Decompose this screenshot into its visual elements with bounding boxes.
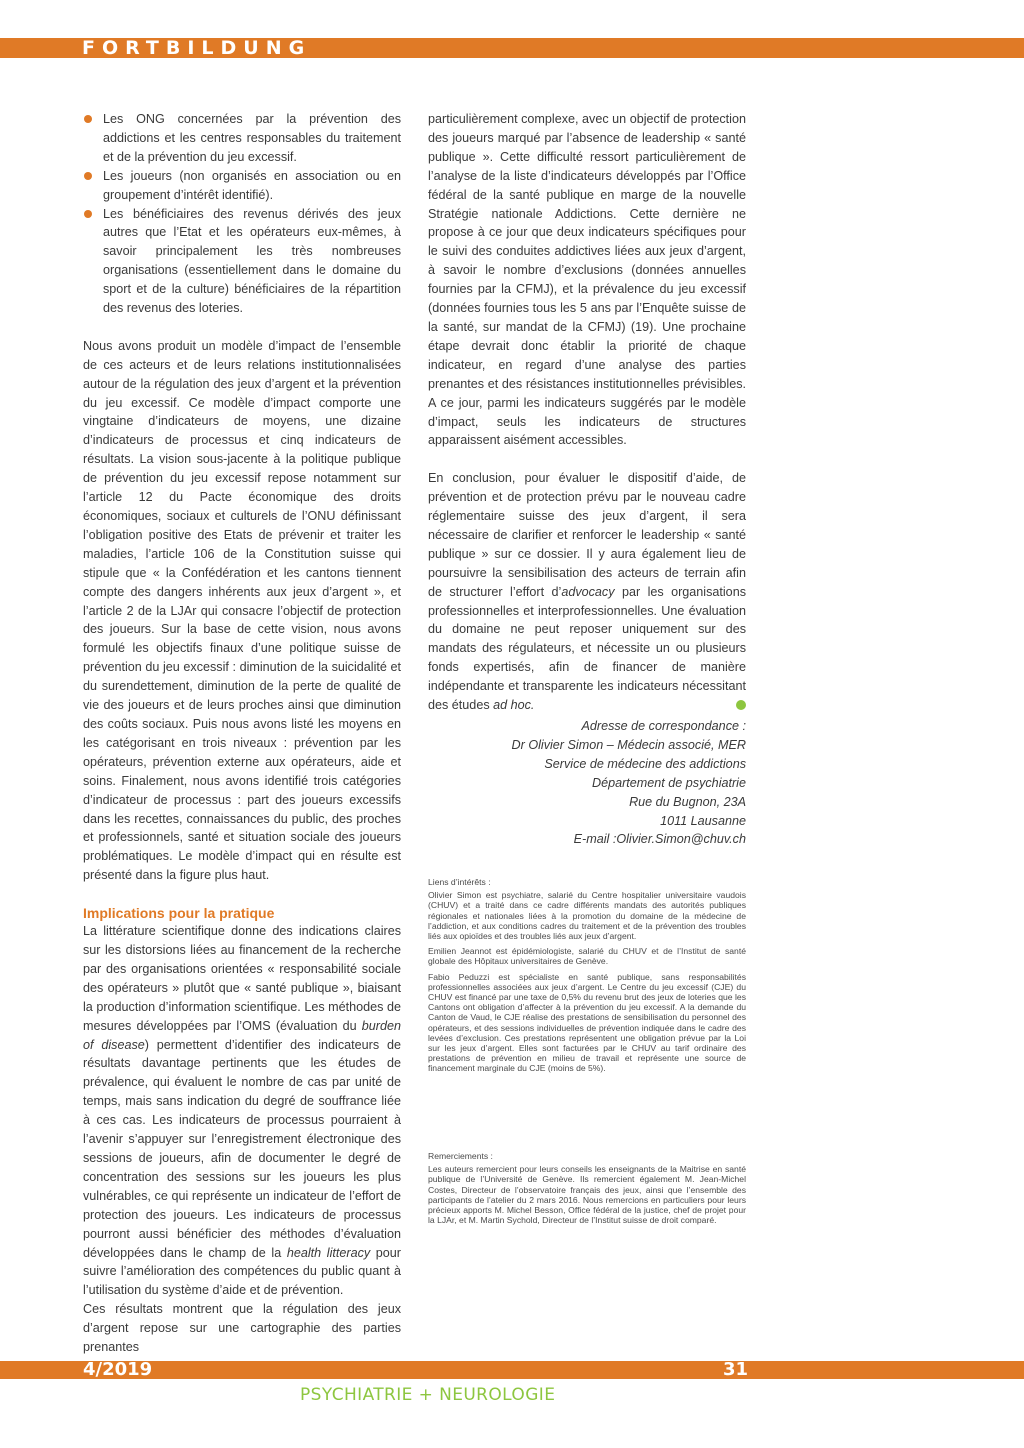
- journal-name: PSYCHIATRIE + NEUROLOGIE: [300, 1385, 556, 1405]
- conflicts-of-interest: Liens d’intérêts : Olivier Simon est psychiatre, salarié du Centre hospitalier universitaire vaudois (CHUV) et a traité dans ce cadre différents mandats des autorités publiques régionales et nationales liées à la promotion du domaine de la médecine de l’addiction, et aux conditions cadres du traitement et de la prévention des troubles liés aux opioïdes et des troubles liés aux jeux d’argent. Emilien Jeannot est épidémiologiste, salarié du CHUV et de l’Institut de santé globale des Hôpitaux universitaires de Genève. Fabio Peduzzi est spécialiste en santé publique, sans responsabilités professionnelles associées aux jeux d’argent. Le Centre du jeu excessif (CJE) du CHUV est financé par une taxe de 0,5% du revenu brut des jeux de loteries que les Cantons ont obligation d’affecter à la prévention du jeu excessif. A la demande du Canton de Vaud, le CJE réalise des prestations de sensibilisation du personnel des opérateurs, et des sessions individuelles de prévention indiquée dans le cadre des levées d’exclusion. Ces prestations représentent une obligation prévue par la Loi sur les jeux d’argent. Elles sont facturées par le CHUV au tarif ordinaire des prestations de prévention en milieu de travail et représente une source de financement marginale du CJE (moins de 5%).: [428, 877, 746, 1074]
- section-title: FORTBILDUNG: [82, 37, 312, 59]
- thanks-title: Remerciements :: [428, 1151, 493, 1161]
- bullet-icon: [84, 172, 92, 180]
- interests-title: Liens d’intérêts :: [428, 877, 491, 887]
- section-heading: Implications pour la pratique: [83, 905, 275, 922]
- right-column: [428, 110, 746, 849]
- list-item: Les ONG concernées par la prévention des addictions et les centres responsables du traitement et de la prévention du jeu excessif.: [83, 110, 401, 167]
- body-paragraph: Ces résultats montrent que la régulation des jeux d’argent repose sur une cartographie des parties prenantes: [83, 1302, 401, 1355]
- bullet-icon: [84, 115, 92, 123]
- email-link[interactable]: E-mail :Olivier.Simon@chuv.ch: [573, 832, 746, 847]
- bullet-icon: [84, 210, 92, 218]
- footer-band: [0, 1361, 1024, 1379]
- body-paragraph: Nous avons produit un modèle d’impact de l’ensemble de ces acteurs et de leurs relations institutionnalisées autour de la régulation des jeux d’argent et la prévention du jeu excessif. Ce modèle d’impact comporte une vingtaine d’indicateurs de moyens, une dizaine d’indicateurs de processus et cinq indicateurs de résultats. La vision sous-jacente à la politique publique de prévention du jeu excessif repose notamment sur l’article 12 du Pacte économique des droits économiques, sociaux et culturels de l’ONU définissant l’obligation positive des Etats de prévenir et traiter les maladies, l’article 106 de la Constitution suisse qui stipule que « la Confédération et les cantons tiennent compte des dangers inhérents aux jeux d’argent », et l’article 2 de la LJAr qui consacre l’objectif de protection des joueurs. Sur la base de cette vision, nous avons formulé les objectifs finaux d’une politique suisse de prévention du jeu excessif : diminution de la suicidalité et du surendettement, diminution de la perte de qualité de vie des joueurs et de leurs proches ainsi que diminution des coûts sociaux. Puis nous avons listé les moyens en les catégorisant en trois niveaux : prévention par les opérateurs, prévention externe aux opérateurs, aide et soins. Finalement, nous avons identifié trois catégories d’indicateur de processus : part des joueurs excessifs dans les recettes, connaissances du public, des proches et professionnels, santé et situation sociale des joueurs problématiques. Le modèle d’impact qui en résulte est présenté dans la figure plus haut.: [83, 338, 401, 883]
- end-of-article-icon: [736, 700, 746, 710]
- bullet-list: [83, 110, 401, 318]
- body-paragraph: En conclusion, pour évaluer le dispositif d’aide, de prévention et de protection prévu par le nouveau cadre réglementaire suisse des jeux d’argent, il sera nécessaire de clarifier et renforcer le leadership « santé publique » sur ce dossier. Il y aura également lieu de poursuivre la sensibilisation des acteurs de terrain afin de structurer l’effort d’advocacy par les organisations professionnelles et interprofessionnelles. Une évaluation du domaine ne peut reposer uniquement sur des mandats des régulateurs, et nécessite un ou plusieurs fonds expertisés, afin de financer de manière indépendante et transparente les indicateurs nécessitant des études ad hoc.: [428, 471, 746, 713]
- body-paragraph: La littérature scientifique donne des indications claires sur les distorsions liées au financement de la recherche par des organisations orientées « responsabilité sociale des opérateurs » plutôt que « santé publique », biaisant la production d’information scientifique. Les méthodes de mesures développées par l’OMS (évaluation du burden of disease) permettent d’identifier des indicateurs de résultats davantage pertinents que les études de prévalence, qui évaluent le nombre de cas par unité de temps, mais sans indication du degré de souffrance liée à ces cas. Les indicateurs de processus pourraient à l’avenir s’appuyer sur l’enregistrement électronique des sessions de joueurs, afin de documenter le degré de concentration des sessions sur les joueurs les plus vulnérables, ce qui représente un indicateur de l’effort de protection des joueurs. Les indicateurs de processus pourront aussi bénéficier des méthodes d’évaluation développées dans le champ de la health litteracy pour suivre l’amélioration des compétences du public quant à l’utilisation du système d’aide et de prévention.: [83, 924, 401, 1298]
- issue-number: 4/2019: [83, 1359, 153, 1380]
- body-paragraph: particulièrement complexe, avec un objectif de protection des joueurs marqué par l’absence de leadership « santé publique ». Cette difficulté ressort particulièrement de l’analyse de la liste d’indicateurs développés par l’Office fédéral de la santé publique en marge de la nouvelle Stratégie nationale Addictions. Cette dernière ne propose à ce jour que deux indicateurs spécifiques pour le suivi des conduites addictives liées aux jeux d’argent, à savoir le nombre d’exclusions (données annuelles fournies par la CFMJ), et la prévalence du jeu excessif (données fournies tous les 5 ans par l’Enquête suisse de la santé, sur mandat de la CFMJ) (19). Une prochaine étape devrait donc établir la priorité de chaque indicateur, en regard d’une analyse des parties prenantes et des résistances institutionnelles prévisibles. A ce jour, parmi les indicateurs suggérés par le modèle d’impact, seuls les indicateurs de structures apparaissent aisément accessibles.: [428, 112, 746, 448]
- list-item: Les joueurs (non organisés en association ou en groupement d’intérêt identifié).: [83, 167, 401, 205]
- correspondence-address: Adresse de correspondance : Dr Olivier Simon – Médecin associé, MER Service de médecine des addictions Département de psychiatrie Rue du Bugnon, 23A 1011 Lausanne E-mail :Olivier.Simon@chuv.ch: [428, 717, 746, 849]
- left-column: [83, 110, 401, 1357]
- acknowledgements: Remerciements : Les auteurs remercient pour leurs conseils les enseignants de la Maitrise en santé publique de l’Université de Genève. Ils remercient également M. Jean-Michel Costes, Directeur de l’observatoire français des jeux, ainsi que l’ensemble des participants de l’atelier du 2 mars 2016. Nous remercions en particuliers pour leurs précieux apports M. Michel Besson, Office fédéral de la justice, chef de projet pour la LJAr, et M. Martin Sychold, Directeur de l’Institut suisse de droit comparé.: [428, 1151, 746, 1226]
- list-item: Les bénéficiaires des revenus dérivés des jeux autres que l’Etat et les opérateurs eux-mêmes, à savoir principalement les très nombreuses organisations (essentiellement dans le domaine du sport et de la culture) bénéficiaires de la répartition des revenus des loteries.: [83, 205, 401, 318]
- page-number: 31: [722, 1359, 748, 1380]
